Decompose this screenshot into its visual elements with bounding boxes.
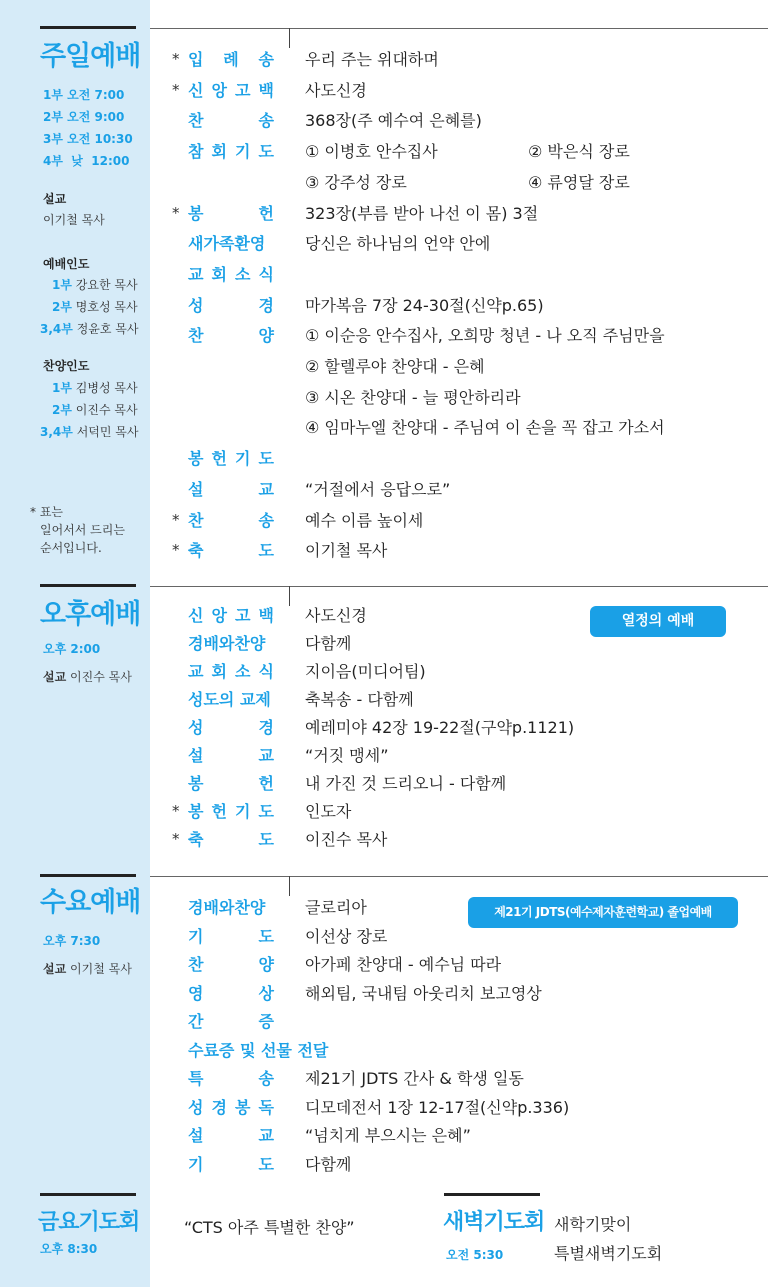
standing-mark: * [172,802,180,820]
order-content: 해외팀, 국내팀 아웃리치 보고영상 [305,983,542,1003]
sunday-title: 주일예배 [40,41,141,72]
order-label [188,799,274,822]
label-char: 송 [258,111,274,131]
order-row [160,771,760,801]
wednesday-sermon: 설교 이기철 목사 [43,962,132,976]
label-char: 찬 [188,111,204,131]
order-content: ③ 시온 찬양대 - 늘 평안하리라 [305,387,521,407]
dawn-title-bar [444,1193,540,1196]
label-char: 성 [188,295,204,315]
label-char: 기 [188,1154,204,1174]
order-content: 글로리아 [305,898,367,917]
label-char: 기 [235,449,251,469]
sunday-title-bar [40,26,136,29]
label-char: 경 [258,295,274,315]
sunday-praise-3: 3,4부 서덕민 목사 [40,425,139,439]
standing-mark: * [172,830,180,848]
afternoon-time: 오후 2:00 [43,642,101,656]
sunday-tick [289,28,290,48]
order-content: 디모데전서 1장 12-17절(신약p.336) [305,1097,570,1117]
standing-mark: * [172,510,180,529]
order-label [188,1123,274,1146]
order-row [160,354,760,384]
label-char: 교 [258,746,274,765]
order-label [188,323,274,346]
sunday-leader-3: 3,4부 정윤호 목사 [40,322,139,336]
sunday-note-line-2: 일어서서 드리는 [40,523,125,537]
order-content: 아가페 찬양대 - 예수님 따라 [305,955,502,974]
order-row [160,687,760,717]
dawn-time: 오전 5:30 [446,1248,504,1262]
sunday-time-2: 2부 오전 9:00 [43,110,125,124]
order-label [188,981,274,1004]
order-label [188,293,274,316]
order-label [188,952,274,975]
order-content: ③ 강주성 장로 [305,172,407,192]
label-char: 회 [211,662,227,681]
order-content: “거절에서 응답으로” [305,479,451,499]
label-char: 소 [235,264,251,284]
label-char: 고 [235,606,251,625]
label-char: 신 [188,80,204,100]
afternoon-sermon: 설교 이진수 목사 [43,670,132,684]
order-row [160,108,760,138]
order-row [160,262,760,292]
order-content: “넘치게 부으시는 은혜” [305,1126,471,1145]
sunday-time-1: 1부 오전 7:00 [43,88,125,102]
order-label [188,1009,274,1032]
standing-mark: * [172,80,180,99]
order-row [160,895,760,925]
order-label [188,743,274,766]
label-char: 도 [258,802,274,821]
order-row [160,1123,760,1153]
label-char: 도 [258,1154,274,1174]
order-label [188,603,274,626]
sunday-leader-head: 예배인도 [43,257,90,271]
label-char: 식 [258,264,274,284]
order-row [160,715,760,745]
sunday-sermon-name: 이기철 목사 [43,213,105,227]
order-label: 성도의 교제 [188,690,271,709]
label-char: 성 [188,1097,204,1117]
label-char: 신 [188,606,204,625]
label-char: 특 [188,1069,204,1088]
label-char: 설 [188,479,204,499]
order-label [188,659,274,682]
order-label [188,477,274,500]
label-char: 례 [223,50,239,69]
label-char: 증 [258,1012,274,1031]
order-row [160,981,760,1011]
order-label [188,108,274,131]
order-row [160,603,760,633]
order-label [188,446,274,469]
label-char: 백 [258,80,274,100]
label-char: 헌 [211,449,227,469]
label-char: 도 [258,541,274,561]
order-label [188,827,274,850]
order-content: 지이음(미디어팀) [305,662,426,681]
order-label [188,201,274,224]
label-char: 도 [258,830,274,849]
dawn-title: 새벽기도회 [443,1210,545,1235]
afternoon-badge: 열정의 예배 [590,606,726,637]
label-char: 봉 [235,1097,251,1117]
order-row [160,799,760,829]
label-char: 교 [188,264,204,284]
label-char: 양 [258,955,274,974]
order-label [188,924,274,947]
order-row [160,446,760,476]
label-char: 송 [258,1069,274,1088]
label-char: 기 [188,926,204,946]
order-content: 이선상 장로 [305,926,388,946]
label-char: 기 [235,802,251,821]
order-label: 경배와찬양 [188,898,266,917]
dawn-line-1: 새학기맞이 [554,1215,632,1234]
order-label [188,262,274,285]
label-char: 설 [188,746,204,765]
label-char: 봉 [188,449,204,469]
label-char: 경 [258,718,274,737]
order-content: 368장(주 예수여 은혜를) [305,111,482,131]
order-content: 이진수 목사 [305,830,388,849]
friday-title-bar [40,1193,136,1196]
order-row [160,477,760,507]
label-char: 교 [258,479,274,499]
order-row [160,631,760,661]
order-label: 수료증 및 선물 전달 [188,1040,329,1060]
label-char: 양 [258,326,274,346]
order-content: 마가복음 7장 24-30절(신약p.65) [305,295,544,315]
order-row [160,323,760,353]
order-label [188,508,274,531]
order-label [188,715,274,738]
label-char: 성 [188,718,204,737]
sunday-leader-2: 2부 명호성 목사 [52,300,138,314]
order-row [160,508,760,538]
order-row [160,231,760,261]
label-char: 식 [258,662,274,681]
label-char: 송 [258,510,274,530]
label-char: 회 [211,264,227,284]
sunday-leader-1: 1부 강요한 목사 [52,278,138,292]
order-label [188,1095,274,1118]
order-row [160,47,760,77]
order-content: 예레미야 42장 19-22절(구약p.1121) [305,718,575,737]
sunday-note-line-3: 순서입니다. [40,541,102,555]
label-char: 앙 [211,606,227,625]
order-row [160,1038,760,1068]
label-char: 경 [211,1097,227,1117]
order-content-secondary: ④ 류영달 장로 [528,172,630,192]
label-char: 헌 [258,774,274,793]
label-char: 찬 [188,955,204,974]
label-char: 회 [211,142,227,162]
order-row [160,170,760,200]
order-content: 이기철 목사 [305,541,388,561]
order-row [160,743,760,773]
afternoon-title: 오후예배 [40,599,141,630]
order-row [160,1095,760,1125]
order-row [160,924,760,954]
label-char: 찬 [188,510,204,530]
sunday-rule [150,28,768,29]
order-label [188,139,274,162]
order-label [188,538,274,561]
wednesday-title-bar [40,874,136,877]
label-char: 축 [188,830,204,849]
order-row [160,139,760,169]
label-char: 도 [258,142,274,162]
order-content: 인도자 [305,802,352,821]
standing-mark: * [172,50,180,68]
label-char: 송 [258,50,274,69]
label-char: 교 [258,1126,274,1145]
label-char: 헌 [211,802,227,821]
wednesday-time: 오후 7:30 [43,934,101,948]
order-row [160,385,760,415]
order-row [160,293,760,323]
friday-content: “CTS 아주 특별한 찬양” [184,1218,355,1237]
wednesday-tick [289,876,290,896]
order-content: ① 이순응 안수집사, 오희망 청년 - 나 오직 주님만을 [305,326,665,346]
order-label [188,78,274,101]
sunday-time-4: 4부 낮 12:00 [43,154,130,168]
wednesday-badge: 제21기 JDTS(예수제자훈련학교) 졸업예배 [468,897,738,928]
sunday-note-line-1: * 표는 [30,505,64,519]
label-char: 봉 [188,802,204,821]
label-char: 헌 [258,203,274,223]
order-row [160,538,760,568]
label-char: 축 [188,541,204,561]
label-char: 도 [258,926,274,946]
order-label: 경배와찬양 [188,634,266,653]
order-label: 새가족환영 [188,234,266,254]
order-content: 축복송 - 다함께 [305,690,414,709]
order-content: 다함께 [305,634,352,653]
order-content: ② 할렐루야 찬양대 - 은혜 [305,357,485,376]
standing-mark: * [172,203,180,222]
order-content: 사도신경 [305,80,367,100]
label-char: 설 [188,1126,204,1145]
order-content: 내 가진 것 드리오니 - 다함께 [305,774,507,793]
order-content: 다함께 [305,1154,352,1174]
order-content: 우리 주는 위대하며 [305,50,439,69]
order-content: 제21기 JDTS 간사 & 학생 일동 [305,1069,524,1088]
order-label [188,771,274,794]
sunday-praise-2: 2부 이진수 목사 [52,403,138,417]
order-row [160,201,760,231]
label-char: 입 [188,50,204,69]
wednesday-title: 수요예배 [40,887,141,918]
order-row [160,1152,760,1182]
label-char: 참 [188,142,204,162]
order-content: “거짓 맹세” [305,746,389,765]
order-row [160,78,760,108]
order-label [188,1152,274,1175]
order-row [160,659,760,689]
standing-mark: * [172,541,180,560]
label-char: 앙 [211,80,227,100]
order-content: 당신은 하나님의 언약 안에 [305,234,491,254]
label-char: 봉 [188,774,204,793]
friday-time: 오후 8:30 [40,1242,98,1256]
order-row [160,827,760,857]
label-char: 찬 [188,326,204,346]
wednesday-rule [150,876,768,877]
order-content: 사도신경 [305,606,367,625]
label-char: 영 [188,983,204,1003]
label-char: 상 [258,983,274,1003]
friday-title: 금요기도회 [38,1210,140,1235]
dawn-line-2: 특별새벽기도회 [554,1244,663,1263]
order-label [188,1066,274,1089]
label-char: 교 [188,662,204,681]
label-char: 소 [235,662,251,681]
label-char: 도 [258,449,274,469]
order-content: 323장(부름 받아 나선 이 몸) 3절 [305,203,539,223]
order-label [188,47,274,70]
order-content-secondary: ② 박은식 장로 [528,142,630,162]
label-char: 백 [258,606,274,625]
sunday-praise-head: 찬양인도 [43,359,90,373]
order-content: ④ 임마누엘 찬양대 - 주님여 이 손을 꼭 잡고 가소서 [305,418,665,438]
sunday-sermon-head: 설교 [43,192,67,206]
order-row [160,1066,760,1096]
order-row [160,1009,760,1039]
label-char: 간 [188,1012,204,1031]
order-row [160,415,760,445]
order-row [160,952,760,982]
label-char: 독 [258,1097,274,1117]
sunday-praise-1: 1부 김병성 목사 [52,381,138,395]
afternoon-title-bar [40,584,136,587]
order-content: 예수 이름 높이세 [305,510,424,530]
order-content: ① 이병호 안수집사 [305,142,438,162]
sunday-time-3: 3부 오전 10:30 [43,132,133,146]
afternoon-rule [150,586,768,587]
label-char: 기 [235,142,251,162]
label-char: 고 [235,80,251,100]
label-char: 봉 [188,203,204,223]
